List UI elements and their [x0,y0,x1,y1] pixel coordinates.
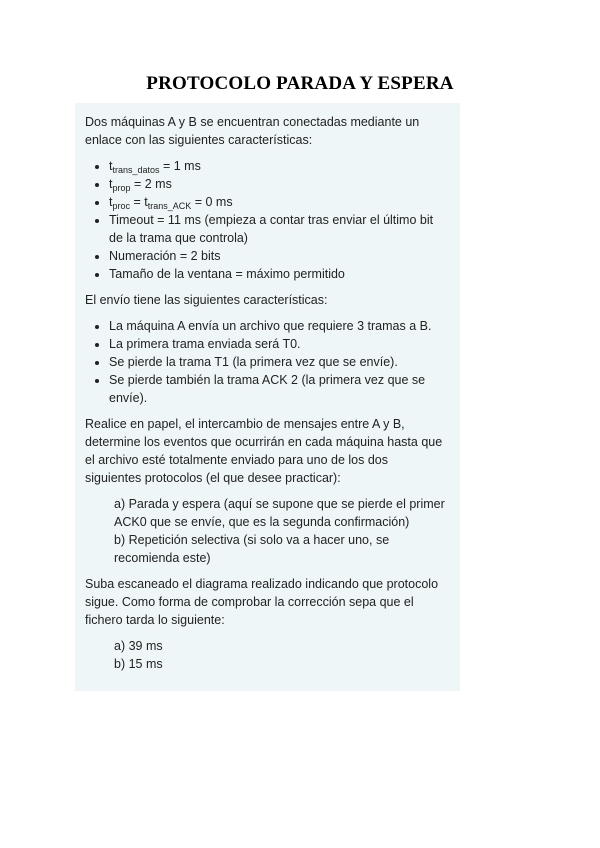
page-title: PROTOCOLO PARADA Y ESPERA [146,73,454,94]
list-item: • $t_{trans\_datos} = 1$ ms [109,157,446,175]
protocol-option-b: b) Repetición selectiva (si solo va a hacer uno, se recomienda este) [114,533,390,565]
answer-a: a) 39 ms [114,639,163,653]
intro-paragraph: Dos máquinas A y B se encuentran conectadas mediante un enlace con las siguientes características: [85,115,420,147]
list-item: • Se pierde la trama T1 (la primera vez que se envíe). [109,353,446,371]
answer-b: b) 15 ms [114,657,163,671]
link-characteristics-list [85,157,446,283]
protocol-options [114,495,446,567]
list-item: • Se pierde también la trama ACK 2 (la primera vez que se envíe). [109,371,446,407]
envio-list [85,317,446,407]
instructions-paragraph: Realice en papel, el intercambio de mensajes entre A y B, determine los eventos que ocurrirán en cada máquina hasta que el archivo esté totalmente enviado para uno de los dos siguientes protocolos (el que desee practicar): [85,417,443,485]
exercise-panel [75,103,460,691]
upload-paragraph: Suba escaneado el diagrama realizado indicando que protocolo sigue. Como forma de comprobar la corrección sepa que el fichero tarda lo siguiente: [85,577,439,627]
protocol-option-a: a) Parada y espera (aquí se supone que se pierde el primer ACK0 que se envíe, que es la segunda confirmación) [114,497,445,529]
list-item: • Numeración = 2 bits [109,247,446,265]
answers [114,637,446,673]
list-item: • La máquina A envía un archivo que requiere 3 tramas a B. [109,317,446,335]
envio-intro: El envío tiene las siguientes características: [85,293,328,307]
list-item: • Timeout = 11 ms (empieza a contar tras enviar el último bit de la trama que controla) [109,211,446,247]
list-item: • $t_{proc} = t_{trans\_ACK} = 0$ ms [109,193,446,211]
list-item: • $t_{prop} = 2$ ms [109,175,446,193]
list-item: • La primera trama enviada será T0. [109,335,446,353]
list-item: • Tamaño de la ventana = máximo permitido [109,265,446,283]
